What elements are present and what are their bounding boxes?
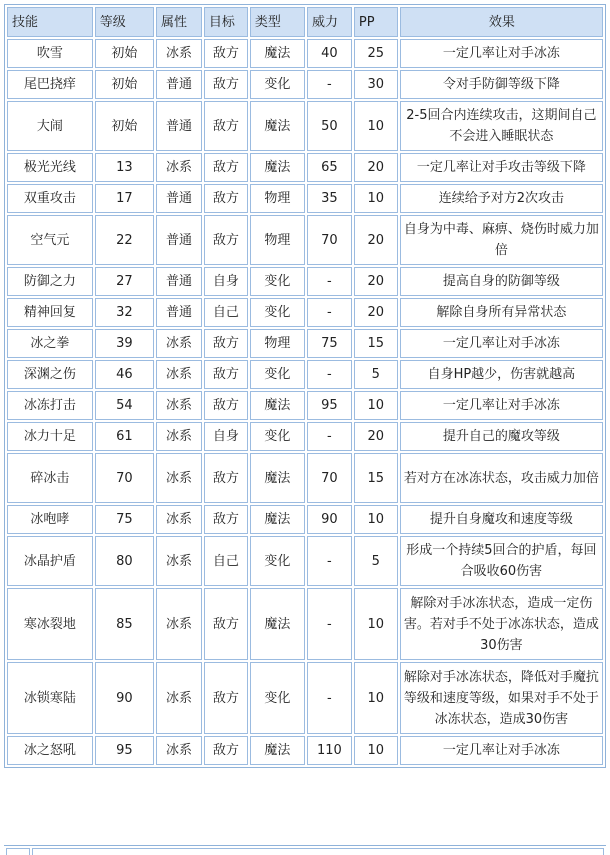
cell-name: 极光光线 <box>7 153 93 182</box>
cell-power: - <box>307 298 352 327</box>
cell-level: 初始 <box>95 70 154 99</box>
cell-effect: 自身HP越少，伤害就越高 <box>400 360 603 389</box>
table-row <box>7 505 603 534</box>
cell-power: - <box>307 536 352 586</box>
cell-level: 17 <box>95 184 154 213</box>
cell-effect: 自身为中毒、麻痹、烧伤时威力加倍 <box>400 215 603 265</box>
cell-type: 变化 <box>250 662 305 734</box>
cell-type: 魔法 <box>250 588 305 660</box>
cell-pp: 20 <box>354 153 398 182</box>
cell-type: 魔法 <box>250 153 305 182</box>
cell-target: 敌方 <box>204 39 248 68</box>
cell-name: 碎冰击 <box>7 453 93 503</box>
cell-effect: 一定几率让对手攻击等级下降 <box>400 153 603 182</box>
header-attr: 属性 <box>156 7 202 37</box>
cell-power: 70 <box>307 453 352 503</box>
cell-type: 魔法 <box>250 39 305 68</box>
header-target: 目标 <box>204 7 248 37</box>
table-row <box>7 360 603 389</box>
cell-type: 魔法 <box>250 736 305 765</box>
cell-attr: 普通 <box>156 215 202 265</box>
cell-pp: 20 <box>354 422 398 451</box>
cell-type: 物理 <box>250 184 305 213</box>
table-row <box>7 153 603 182</box>
cell-level: 初始 <box>95 101 154 151</box>
cell-target: 敌方 <box>204 391 248 420</box>
cell-target: 敌方 <box>204 588 248 660</box>
cell-attr: 冰系 <box>156 391 202 420</box>
cell-name: 冰之拳 <box>7 329 93 358</box>
header-power: 威力 <box>307 7 352 37</box>
cell-name: 精神回复 <box>7 298 93 327</box>
cell-attr: 冰系 <box>156 536 202 586</box>
cell-pp: 10 <box>354 391 398 420</box>
cell-effect: 若对方在冰冻状态，攻击威力加倍 <box>400 453 603 503</box>
cell-pp: 15 <box>354 329 398 358</box>
cell-level: 32 <box>95 298 154 327</box>
cell-name: 冰力十足 <box>7 422 93 451</box>
cell-effect: 提升自己的魔攻等级 <box>400 422 603 451</box>
cell-attr: 冰系 <box>156 736 202 765</box>
cell-attr: 普通 <box>156 267 202 296</box>
cell-attr: 冰系 <box>156 505 202 534</box>
table-row <box>7 267 603 296</box>
cell-name: 防御之力 <box>7 267 93 296</box>
cell-pp: 30 <box>354 70 398 99</box>
cell-target: 敌方 <box>204 329 248 358</box>
cell-effect: 提升自身魔攻和速度等级 <box>400 505 603 534</box>
cell-target: 敌方 <box>204 360 248 389</box>
cell-attr: 冰系 <box>156 329 202 358</box>
cell-name: 空气元 <box>7 215 93 265</box>
cell-attr: 冰系 <box>156 153 202 182</box>
cell-name: 冰咆哮 <box>7 505 93 534</box>
cell-attr: 普通 <box>156 298 202 327</box>
cell-level: 95 <box>95 736 154 765</box>
cell-type: 变化 <box>250 267 305 296</box>
footer-cell <box>6 848 30 855</box>
cell-type: 魔法 <box>250 101 305 151</box>
cell-power: 90 <box>307 505 352 534</box>
cell-power: - <box>307 588 352 660</box>
cell-pp: 10 <box>354 101 398 151</box>
cell-attr: 冰系 <box>156 422 202 451</box>
cell-name: 尾巴挠痒 <box>7 70 93 99</box>
cell-type: 魔法 <box>250 453 305 503</box>
cell-pp: 10 <box>354 588 398 660</box>
cell-pp: 10 <box>354 662 398 734</box>
cell-type: 变化 <box>250 360 305 389</box>
cell-attr: 冰系 <box>156 39 202 68</box>
cell-target: 敌方 <box>204 184 248 213</box>
cell-type: 魔法 <box>250 391 305 420</box>
cell-attr: 普通 <box>156 101 202 151</box>
cell-pp: 10 <box>354 505 398 534</box>
cell-type: 物理 <box>250 329 305 358</box>
cell-pp: 20 <box>354 298 398 327</box>
table-row <box>7 391 603 420</box>
cell-target: 自己 <box>204 298 248 327</box>
cell-target: 敌方 <box>204 736 248 765</box>
cell-type: 变化 <box>250 536 305 586</box>
cell-target: 敌方 <box>204 153 248 182</box>
cell-effect: 2-5回合内连续攻击，这期间自己不会进入睡眠状态 <box>400 101 603 151</box>
cell-effect: 一定几率让对手冰冻 <box>400 391 603 420</box>
cell-level: 70 <box>95 453 154 503</box>
cell-power: 40 <box>307 39 352 68</box>
cell-name: 深渊之伤 <box>7 360 93 389</box>
cell-target: 敌方 <box>204 453 248 503</box>
cell-power: - <box>307 422 352 451</box>
cell-pp: 5 <box>354 360 398 389</box>
header-effect: 效果 <box>400 7 603 37</box>
cell-pp: 10 <box>354 736 398 765</box>
cell-attr: 冰系 <box>156 588 202 660</box>
cell-type: 变化 <box>250 298 305 327</box>
table-row <box>7 662 603 734</box>
table-row <box>7 422 603 451</box>
cell-pp: 15 <box>354 453 398 503</box>
cell-name: 双重攻击 <box>7 184 93 213</box>
skill-table-body <box>7 39 603 765</box>
header-pp: PP <box>354 7 398 37</box>
cell-effect: 令对手防御等级下降 <box>400 70 603 99</box>
cell-name: 冰锁寒陆 <box>7 662 93 734</box>
cell-effect: 一定几率让对手冰冻 <box>400 329 603 358</box>
table-row <box>7 453 603 503</box>
cell-power: 95 <box>307 391 352 420</box>
cell-effect: 解除对手冰冻状态，造成一定伤害。若对手不处于冰冻状态，造成30伤害 <box>400 588 603 660</box>
cell-level: 初始 <box>95 39 154 68</box>
cell-effect: 解除对手冰冻状态，降低对手魔抗等级和速度等级，如果对手不处于冰冻状态，造成30伤害 <box>400 662 603 734</box>
cell-target: 敌方 <box>204 101 248 151</box>
table-row <box>7 215 603 265</box>
cell-power: - <box>307 662 352 734</box>
table-row <box>7 736 603 765</box>
cell-name: 冰冻打击 <box>7 391 93 420</box>
cell-power: 65 <box>307 153 352 182</box>
cell-effect: 一定几率让对手冰冻 <box>400 736 603 765</box>
cell-name: 寒冰裂地 <box>7 588 93 660</box>
skill-table <box>4 4 606 768</box>
cell-target: 自己 <box>204 536 248 586</box>
footer-cell <box>32 848 604 855</box>
cell-power: 70 <box>307 215 352 265</box>
cell-pp: 5 <box>354 536 398 586</box>
cell-pp: 20 <box>354 215 398 265</box>
cell-power: 35 <box>307 184 352 213</box>
cell-type: 魔法 <box>250 505 305 534</box>
cell-effect: 一定几率让对手冰冻 <box>400 39 603 68</box>
cell-type: 物理 <box>250 215 305 265</box>
cell-power: 50 <box>307 101 352 151</box>
cell-attr: 冰系 <box>156 453 202 503</box>
cell-level: 75 <box>95 505 154 534</box>
cell-power: - <box>307 360 352 389</box>
cell-target: 敌方 <box>204 70 248 99</box>
table-row <box>7 70 603 99</box>
table-row <box>7 184 603 213</box>
cell-level: 54 <box>95 391 154 420</box>
cell-attr: 普通 <box>156 70 202 99</box>
cell-target: 自身 <box>204 422 248 451</box>
cell-effect: 解除自身所有异常状态 <box>400 298 603 327</box>
table-row <box>7 329 603 358</box>
cell-target: 自身 <box>204 267 248 296</box>
table-header-row <box>7 7 603 37</box>
cell-pp: 10 <box>354 184 398 213</box>
table-row <box>7 536 603 586</box>
cell-type: 变化 <box>250 70 305 99</box>
cell-pp: 20 <box>354 267 398 296</box>
cell-power: - <box>307 70 352 99</box>
cell-power: 75 <box>307 329 352 358</box>
cell-level: 85 <box>95 588 154 660</box>
cell-level: 39 <box>95 329 154 358</box>
cell-name: 冰晶护盾 <box>7 536 93 586</box>
cell-power: 110 <box>307 736 352 765</box>
table-row <box>7 39 603 68</box>
cell-target: 敌方 <box>204 505 248 534</box>
table-row <box>7 588 603 660</box>
cell-power: - <box>307 267 352 296</box>
cell-effect: 形成一个持续5回合的护盾，每回合吸收60伤害 <box>400 536 603 586</box>
cell-name: 冰之怒吼 <box>7 736 93 765</box>
table-row <box>7 298 603 327</box>
cell-attr: 冰系 <box>156 360 202 389</box>
cell-level: 27 <box>95 267 154 296</box>
cell-effect: 连续给予对方2次攻击 <box>400 184 603 213</box>
header-type: 类型 <box>250 7 305 37</box>
cell-level: 90 <box>95 662 154 734</box>
header-level: 等级 <box>95 7 154 37</box>
cell-name: 大闹 <box>7 101 93 151</box>
cell-level: 80 <box>95 536 154 586</box>
cell-target: 敌方 <box>204 215 248 265</box>
cell-attr: 普通 <box>156 184 202 213</box>
table-row <box>7 101 603 151</box>
cell-level: 61 <box>95 422 154 451</box>
cell-level: 13 <box>95 153 154 182</box>
cell-target: 敌方 <box>204 662 248 734</box>
cell-effect: 提高自身的防御等级 <box>400 267 603 296</box>
cell-level: 22 <box>95 215 154 265</box>
cell-name: 吹雪 <box>7 39 93 68</box>
header-name: 技能 <box>7 7 93 37</box>
cell-attr: 冰系 <box>156 662 202 734</box>
cell-type: 变化 <box>250 422 305 451</box>
cell-pp: 25 <box>354 39 398 68</box>
cell-level: 46 <box>95 360 154 389</box>
